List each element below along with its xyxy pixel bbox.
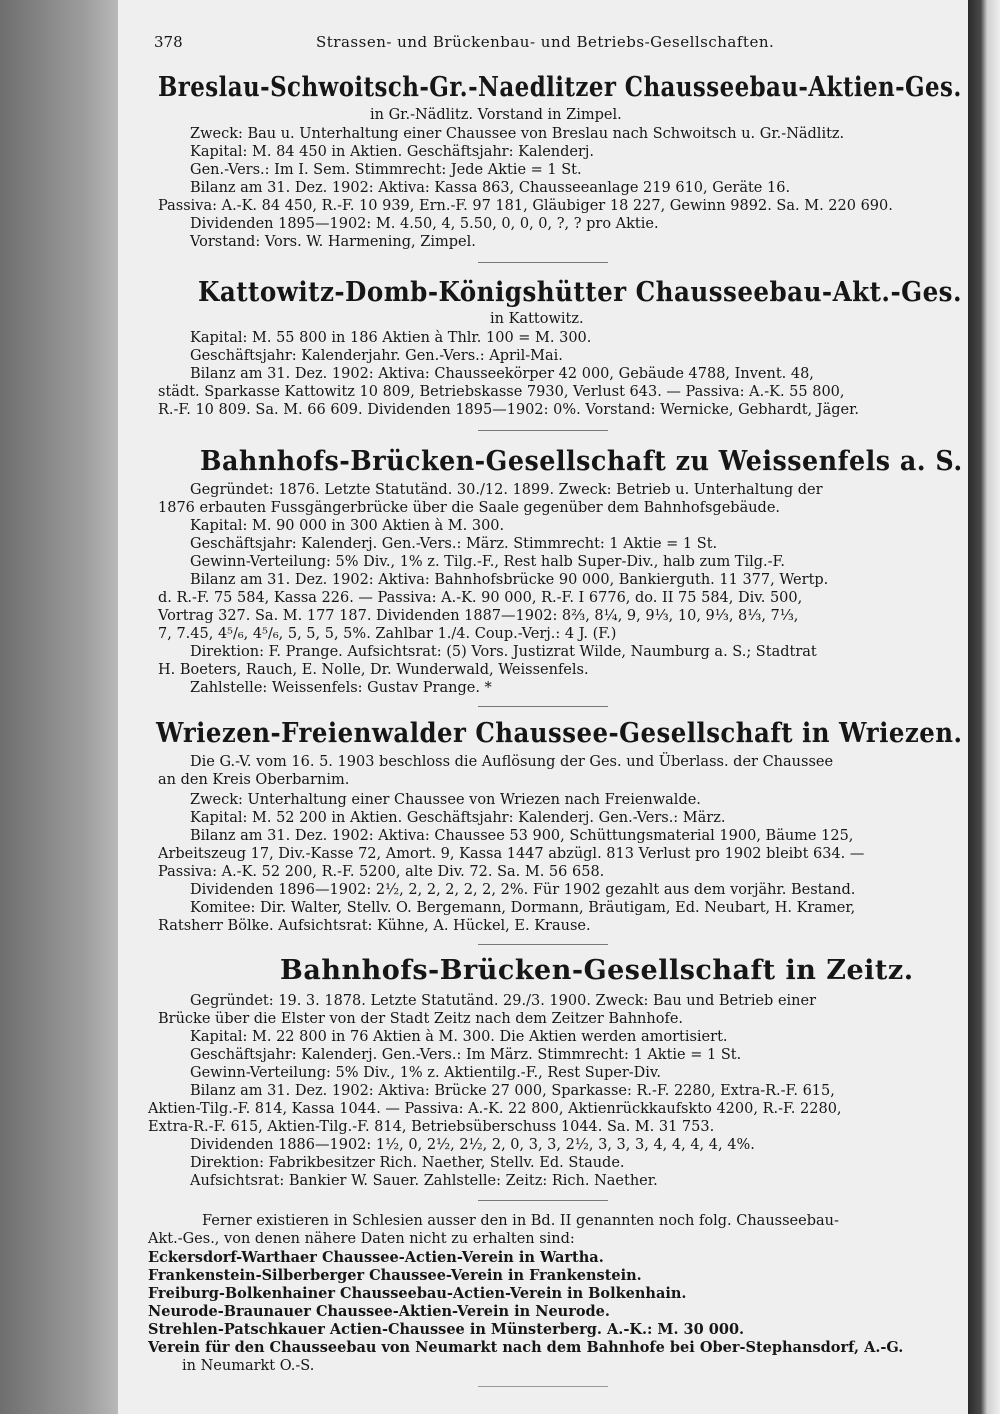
entry-line: Bilanz am 31. Dez. 1902: Aktiva: Brücke 27 000, Sparkasse: R.-F. 2280, Extra-R.-F. 615, bbox=[190, 1083, 835, 1099]
entry-line: Zahlstelle: Weissenfels: Gustav Prange. * bbox=[190, 680, 492, 696]
entry-line: Direktion: Fabrikbesitzer Rich. Naether, Stellv. Ed. Staude. bbox=[190, 1155, 625, 1171]
footer-list-item: in Neumarkt O.-S. bbox=[182, 1358, 315, 1374]
entry-line: d. R.-F. 75 584, Kassa 226. — Passiva: A.-K. 90 000, R.-F. I 6776, do. II 75 584, Div. 500, bbox=[158, 590, 803, 606]
entry-line: Brücke über die Elster von der Stadt Zeitz nach dem Zeitzer Bahnhofe. bbox=[158, 1011, 684, 1027]
entry-line: Bilanz am 31. Dez. 1902: Aktiva: Kassa 863, Chausseeanlage 219 610, Geräte 16. bbox=[190, 180, 791, 196]
entry-line: an den Kreis Oberbarnim. bbox=[158, 772, 350, 788]
entry-line: Bilanz am 31. Dez. 1902: Aktiva: Chausseekörper 42 000, Gebäude 4788, Invent. 48, bbox=[190, 366, 814, 382]
entry-line: Bilanz am 31. Dez. 1902: Aktiva: Chaussee 53 900, Schüttungsmaterial 1900, Bäume 125, bbox=[190, 828, 854, 844]
entry-line: Bilanz am 31. Dez. 1902: Aktiva: Bahnhofsbrücke 90 000, Bankierguth. 11 377, Wertp. bbox=[190, 572, 829, 588]
footer-list-item: Eckersdorf-Warthaer Chaussee-Actien-Verein in Wartha. bbox=[148, 1249, 604, 1266]
entry-title: Wriezen-Freienwalder Chaussee-Gesellschaft in Wriezen. bbox=[156, 718, 963, 749]
entry-line: H. Boeters, Rauch, E. Nolle, Dr. Wunderwald, Weissenfels. bbox=[158, 662, 589, 678]
entry-line: Geschäftsjahr: Kalenderjahr. Gen.-Vers.: April-Mai. bbox=[190, 348, 563, 364]
entry-line: Geschäftsjahr: Kalenderj. Gen.-Vers.: Im März. Stimmrecht: 1 Aktie = 1 St. bbox=[190, 1047, 742, 1063]
entry-line: Vorstand: Vors. W. Harmening, Zimpel. bbox=[190, 234, 476, 250]
entry-line: Zweck: Bau u. Unterhaltung einer Chaussee von Breslau nach Schwoitsch u. Gr.-Nädlitz. bbox=[190, 126, 845, 142]
entry-line: Aktien-Tilg.-F. 814, Kassa 1044. — Passiva: A.-K. 22 800, Aktienrückkaufskto 4200, R.-F. 2280, bbox=[148, 1101, 842, 1117]
entry-line: Gen.-Vers.: Im I. Sem. Stimmrecht: Jede Aktie = 1 St. bbox=[190, 162, 582, 178]
entry-line: Kapital: M. 55 800 in 186 Aktien à Thlr. 100 = M. 300. bbox=[190, 330, 592, 346]
footer-list-item: Freiburg-Bolkenhainer Chausseebau-Actien-Verein in Bolkenhain. bbox=[148, 1285, 687, 1302]
entry-line: Extra-R.-F. 615, Aktien-Tilg.-F. 814, Betriebsüberschuss 1044. Sa. M. 31 753. bbox=[148, 1119, 715, 1135]
footer-list-item: Neurode-Braunauer Chaussee-Aktien-Verein in Neurode. bbox=[148, 1303, 610, 1320]
entry-title: Kattowitz-Domb-Königshütter Chausseebau-Akt.-Ges. bbox=[198, 277, 963, 308]
entry-separator bbox=[478, 1200, 608, 1201]
entry-separator bbox=[478, 430, 608, 431]
entry-separator bbox=[478, 262, 608, 263]
entry-line: Kapital: M. 52 200 in Aktien. Geschäftsjahr: Kalenderj. Gen.-Vers.: März. bbox=[190, 810, 726, 826]
footer-list-item: Frankenstein-Silberberger Chaussee-Verein in Frankenstein. bbox=[148, 1267, 642, 1284]
entry-line: Gewinn-Verteilung: 5% Div., 1% z. Tilg.-F., Rest halb Super-Div., halb zum Tilg.-F. bbox=[190, 554, 785, 570]
entry-line: Dividenden 1886—1902: 1½, 0, 2½, 2½, 2, 0, 3, 3, 2½, 3, 3, 3, 4, 4, 4, 4, 4%. bbox=[190, 1137, 755, 1153]
book-edge-shadow bbox=[968, 0, 1000, 1414]
footer-intro-line: Akt.-Ges., von denen nähere Daten nicht zu erhalten sind: bbox=[148, 1231, 575, 1247]
entry-line: Geschäftsjahr: Kalenderj. Gen.-Vers.: März. Stimmrecht: 1 Aktie = 1 St. bbox=[190, 536, 718, 552]
entry-line: Gegründet: 1876. Letzte Statutänd. 30./12. 1899. Zweck: Betrieb u. Unterhaltung der bbox=[190, 482, 823, 498]
entry-line: Dividenden 1896—1902: 2½, 2, 2, 2, 2, 2, 2%. Für 1902 gezahlt aus dem vorjähr. Bestand. bbox=[190, 882, 856, 898]
entry-line: Die G.-V. vom 16. 5. 1903 beschloss die Auflösung der Ges. und Überlass. der Chaussee bbox=[190, 754, 834, 770]
entry-line: Passiva: A.-K. 52 200, R.-F. 5200, alte Div. 72. Sa. M. 56 658. bbox=[158, 864, 605, 880]
entry-line: Gegründet: 19. 3. 1878. Letzte Statutänd. 29./3. 1900. Zweck: Bau und Betrieb einer bbox=[190, 993, 817, 1009]
running-title: Strassen- und Brückenbau- und Betriebs-Gesellschaften. bbox=[316, 33, 775, 51]
end-ornament bbox=[478, 1386, 608, 1387]
entry-line: Komitee: Dir. Walter, Stellv. O. Bergemann, Dormann, Bräutigam, Ed. Neubart, H. Kramer, bbox=[190, 900, 856, 916]
entry-line: Direktion: F. Prange. Aufsichtsrat: (5) Vors. Justizrat Wilde, Naumburg a. S.; Stadtrat bbox=[190, 644, 817, 660]
entry-line: Arbeitszeug 17, Div.-Kasse 72, Amort. 9, Kassa 1447 abzügl. 813 Verlust pro 1902 bleibt 634. — bbox=[158, 846, 865, 862]
entry-title: Bahnhofs-Brücken-Gesellschaft zu Weissenfels a. S. bbox=[200, 446, 963, 477]
entry-title: Bahnhofs-Brücken-Gesellschaft in Zeitz. bbox=[280, 955, 914, 986]
page-number: 378 bbox=[154, 33, 183, 51]
footer-intro-line: Ferner existieren in Schlesien ausser den in Bd. II genannten noch folg. Chausseebau- bbox=[202, 1213, 839, 1229]
entry-line: Kapital: M. 90 000 in 300 Aktien à M. 300. bbox=[190, 518, 505, 534]
entry-line: Zweck: Unterhaltung einer Chaussee von Wriezen nach Freienwalde. bbox=[190, 792, 701, 808]
footer-list-item: Strehlen-Patschkauer Actien-Chaussee in Münsterberg. A.-K.: M. 30 000. bbox=[148, 1321, 745, 1338]
entry-line: 1876 erbauten Fussgängerbrücke über die Saale gegenüber dem Bahnhofsgebäude. bbox=[158, 500, 781, 516]
entry-separator bbox=[478, 944, 608, 945]
entry-line: Vortrag 327. Sa. M. 177 187. Dividenden 1887—1902: 8⅔, 8¼, 9, 9⅓, 10, 9⅓, 8⅓, 7⅓, bbox=[158, 608, 799, 624]
entry-line: städt. Sparkasse Kattowitz 10 809, Betriebskasse 7930, Verlust 643. — Passiva: A.-K. 55 800, bbox=[158, 384, 845, 400]
entry-line: Ratsherr Bölke. Aufsichtsrat: Kühne, A. Hückel, E. Krause. bbox=[158, 918, 591, 934]
entry-line: Dividenden 1895—1902: M. 4.50, 4, 5.50, 0, 0, 0, ?, ? pro Aktie. bbox=[190, 216, 659, 232]
entry-separator bbox=[478, 706, 608, 707]
entry-line: in Gr.-Nädlitz. Vorstand in Zimpel. bbox=[370, 107, 622, 123]
entry-title: Breslau-Schwoitsch-Gr.-Naedlitzer Chausseebau-Aktien-Ges. bbox=[158, 72, 962, 103]
entry-line: Passiva: A.-K. 84 450, R.-F. 10 939, Ern.-F. 97 181, Gläubiger 18 227, Gewinn 9892. Sa. M. 220 690. bbox=[158, 198, 893, 214]
entry-line: Kapital: M. 84 450 in Aktien. Geschäftsjahr: Kalenderj. bbox=[190, 144, 595, 160]
entry-line: in Kattowitz. bbox=[490, 311, 584, 327]
book-spine-shadow bbox=[0, 0, 118, 1414]
entry-line: R.-F. 10 809. Sa. M. 66 609. Dividenden 1895—1902: 0%. Vorstand: Wernicke, Gebhardt, Jäger. bbox=[158, 402, 860, 418]
entry-line: Kapital: M. 22 800 in 76 Aktien à M. 300. Die Aktien werden amortisiert. bbox=[190, 1029, 728, 1045]
entry-line: Aufsichtsrat: Bankier W. Sauer. Zahlstelle: Zeitz: Rich. Naether. bbox=[190, 1173, 658, 1189]
book-page bbox=[118, 0, 968, 1414]
entry-line: Gewinn-Verteilung: 5% Div., 1% z. Aktientilg.-F., Rest Super-Div. bbox=[190, 1065, 662, 1081]
entry-line: 7, 7.45, 4⁵/₆, 4⁵/₆, 5, 5, 5, 5%. Zahlbar 1./4. Coup.-Verj.: 4 J. (F.) bbox=[158, 626, 617, 642]
footer-list-item: Verein für den Chausseebau von Neumarkt nach dem Bahnhofe bei Ober-Stephansdorf, A.-G. bbox=[148, 1339, 904, 1356]
